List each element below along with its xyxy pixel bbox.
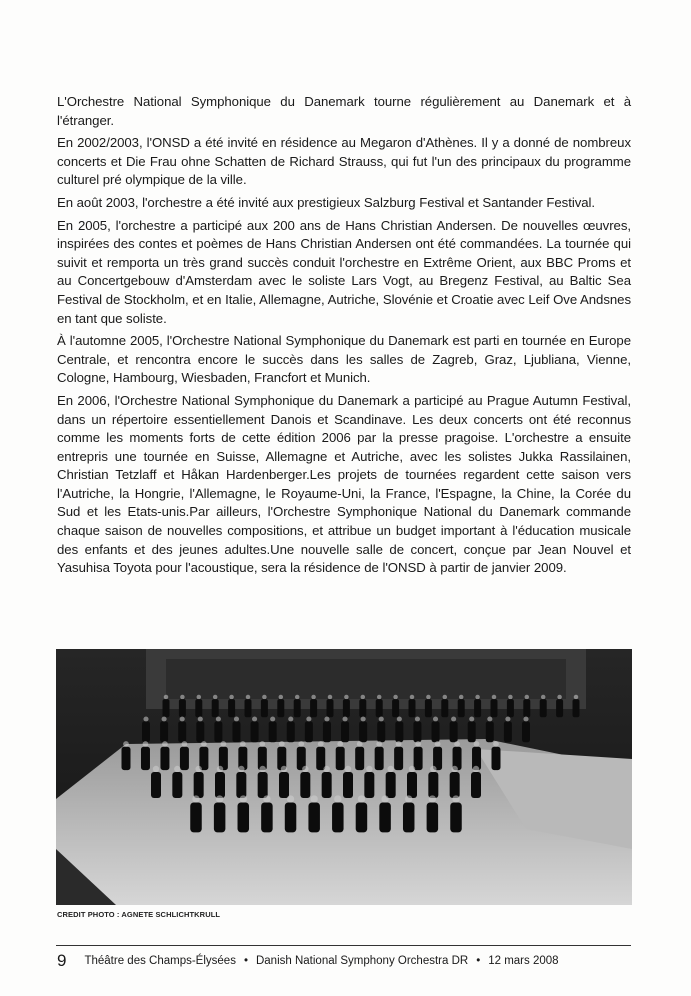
body-text: [57, 93, 631, 582]
footer-orchestra: Danish National Symphony Orchestra DR: [255, 955, 469, 967]
photo-credit: CREDIT PHOTO : AGNETE SCHLICHTKRULL: [57, 910, 221, 919]
page-number: 9: [57, 951, 67, 970]
footer-venue: Théâtre des Champs-Élysées: [84, 955, 236, 967]
paragraph-2: En 2002/2003, l'ONSD a été invité en résidence au Megaron d'Athènes. Il y a donné de nombreux concerts et Die Frau ohne Schatten de Richard Strauss, qui fut l'un des principaux du programme culturel pré olympique de la ville.: [57, 135, 631, 188]
orchestra-photo-icon: [56, 649, 632, 905]
footer-date: 12 mars 2008: [488, 955, 559, 967]
footer-divider: [56, 945, 631, 946]
footer-separator-1: •: [243, 955, 248, 967]
paragraph-1: L'Orchestre National Symphonique du Danemark tourne régulièrement au Danemark et à l'étranger.: [57, 94, 631, 128]
paragraph-4: En 2005, l'orchestre a participé aux 200 ans de Hans Christian Andersen. De nouvelles œuvres, inspirées des contes et poèmes de Hans Christian Andersen ont été commandées. La tournée qui suivit et remporta un très grand succès conduit l'orchestre en Extrême Orient, aux BBC Proms et au Concertgebouw d'Amsterdam avec le soliste Lars Vogt, au Bregenz Festival, au Baltic Sea Festival de Stockholm, et en Italie, Allemagne, Autriche, Slovénie et Croatie avec Leif Ove Andsnes en tant que soliste.: [57, 217, 631, 326]
page-footer: [57, 950, 631, 972]
paragraph-6: En 2006, l'Orchestre National Symphonique du Danemark a participé au Prague Autumn Festival, dans un répertoire essentiellement Danois et Scandinave. Les deux concerts ont été reconnus comme les moments forts de cette édition 2006 par la presse pragoise. L'orchestre a ensuite entrepris une tournée en Suisse, Allemagne et Autriche, avec les solistes Jukka Rassilainen, Christian Tetzlaff et Håkan Hardenberger.Les projets de tournées regardent cette saison vers l'Autriche, la Hongrie, l'Allemagne, le Royaume-Uni, la France, l'Espagne, la Chine, la Corée du Sud et les Etats-unis.Par ailleurs, l'Orchestre Symphonique National du Danemark commande chaque saison de nouvelles compositions, et attribue un budget important à l'éducation musicale des enfants et des jeunes adultes.Une nouvelle salle de concert, conçue par Jean Nouvel et Yasuhisa Toyota pour l'acoustique, sera la résidence de l'ONSD à partir de janvier 2009.: [57, 392, 631, 576]
paragraph-5: À l'automne 2005, l'Orchestre National Symphonique du Danemark est parti en tournée en Europe Centrale, et rencontra encore le succès dans les salles de Zagreb, Graz, Ljubliana, Vienne, Cologne, Hambourg, Wiesbaden, Francfort et Munich.: [57, 333, 631, 386]
footer-separator-2: •: [476, 955, 481, 967]
paragraph-3: En août 2003, l'orchestre a été invité aux prestigieux Salzburg Festival et Santander Festival.: [57, 194, 596, 210]
orchestra-photo: [56, 649, 632, 905]
